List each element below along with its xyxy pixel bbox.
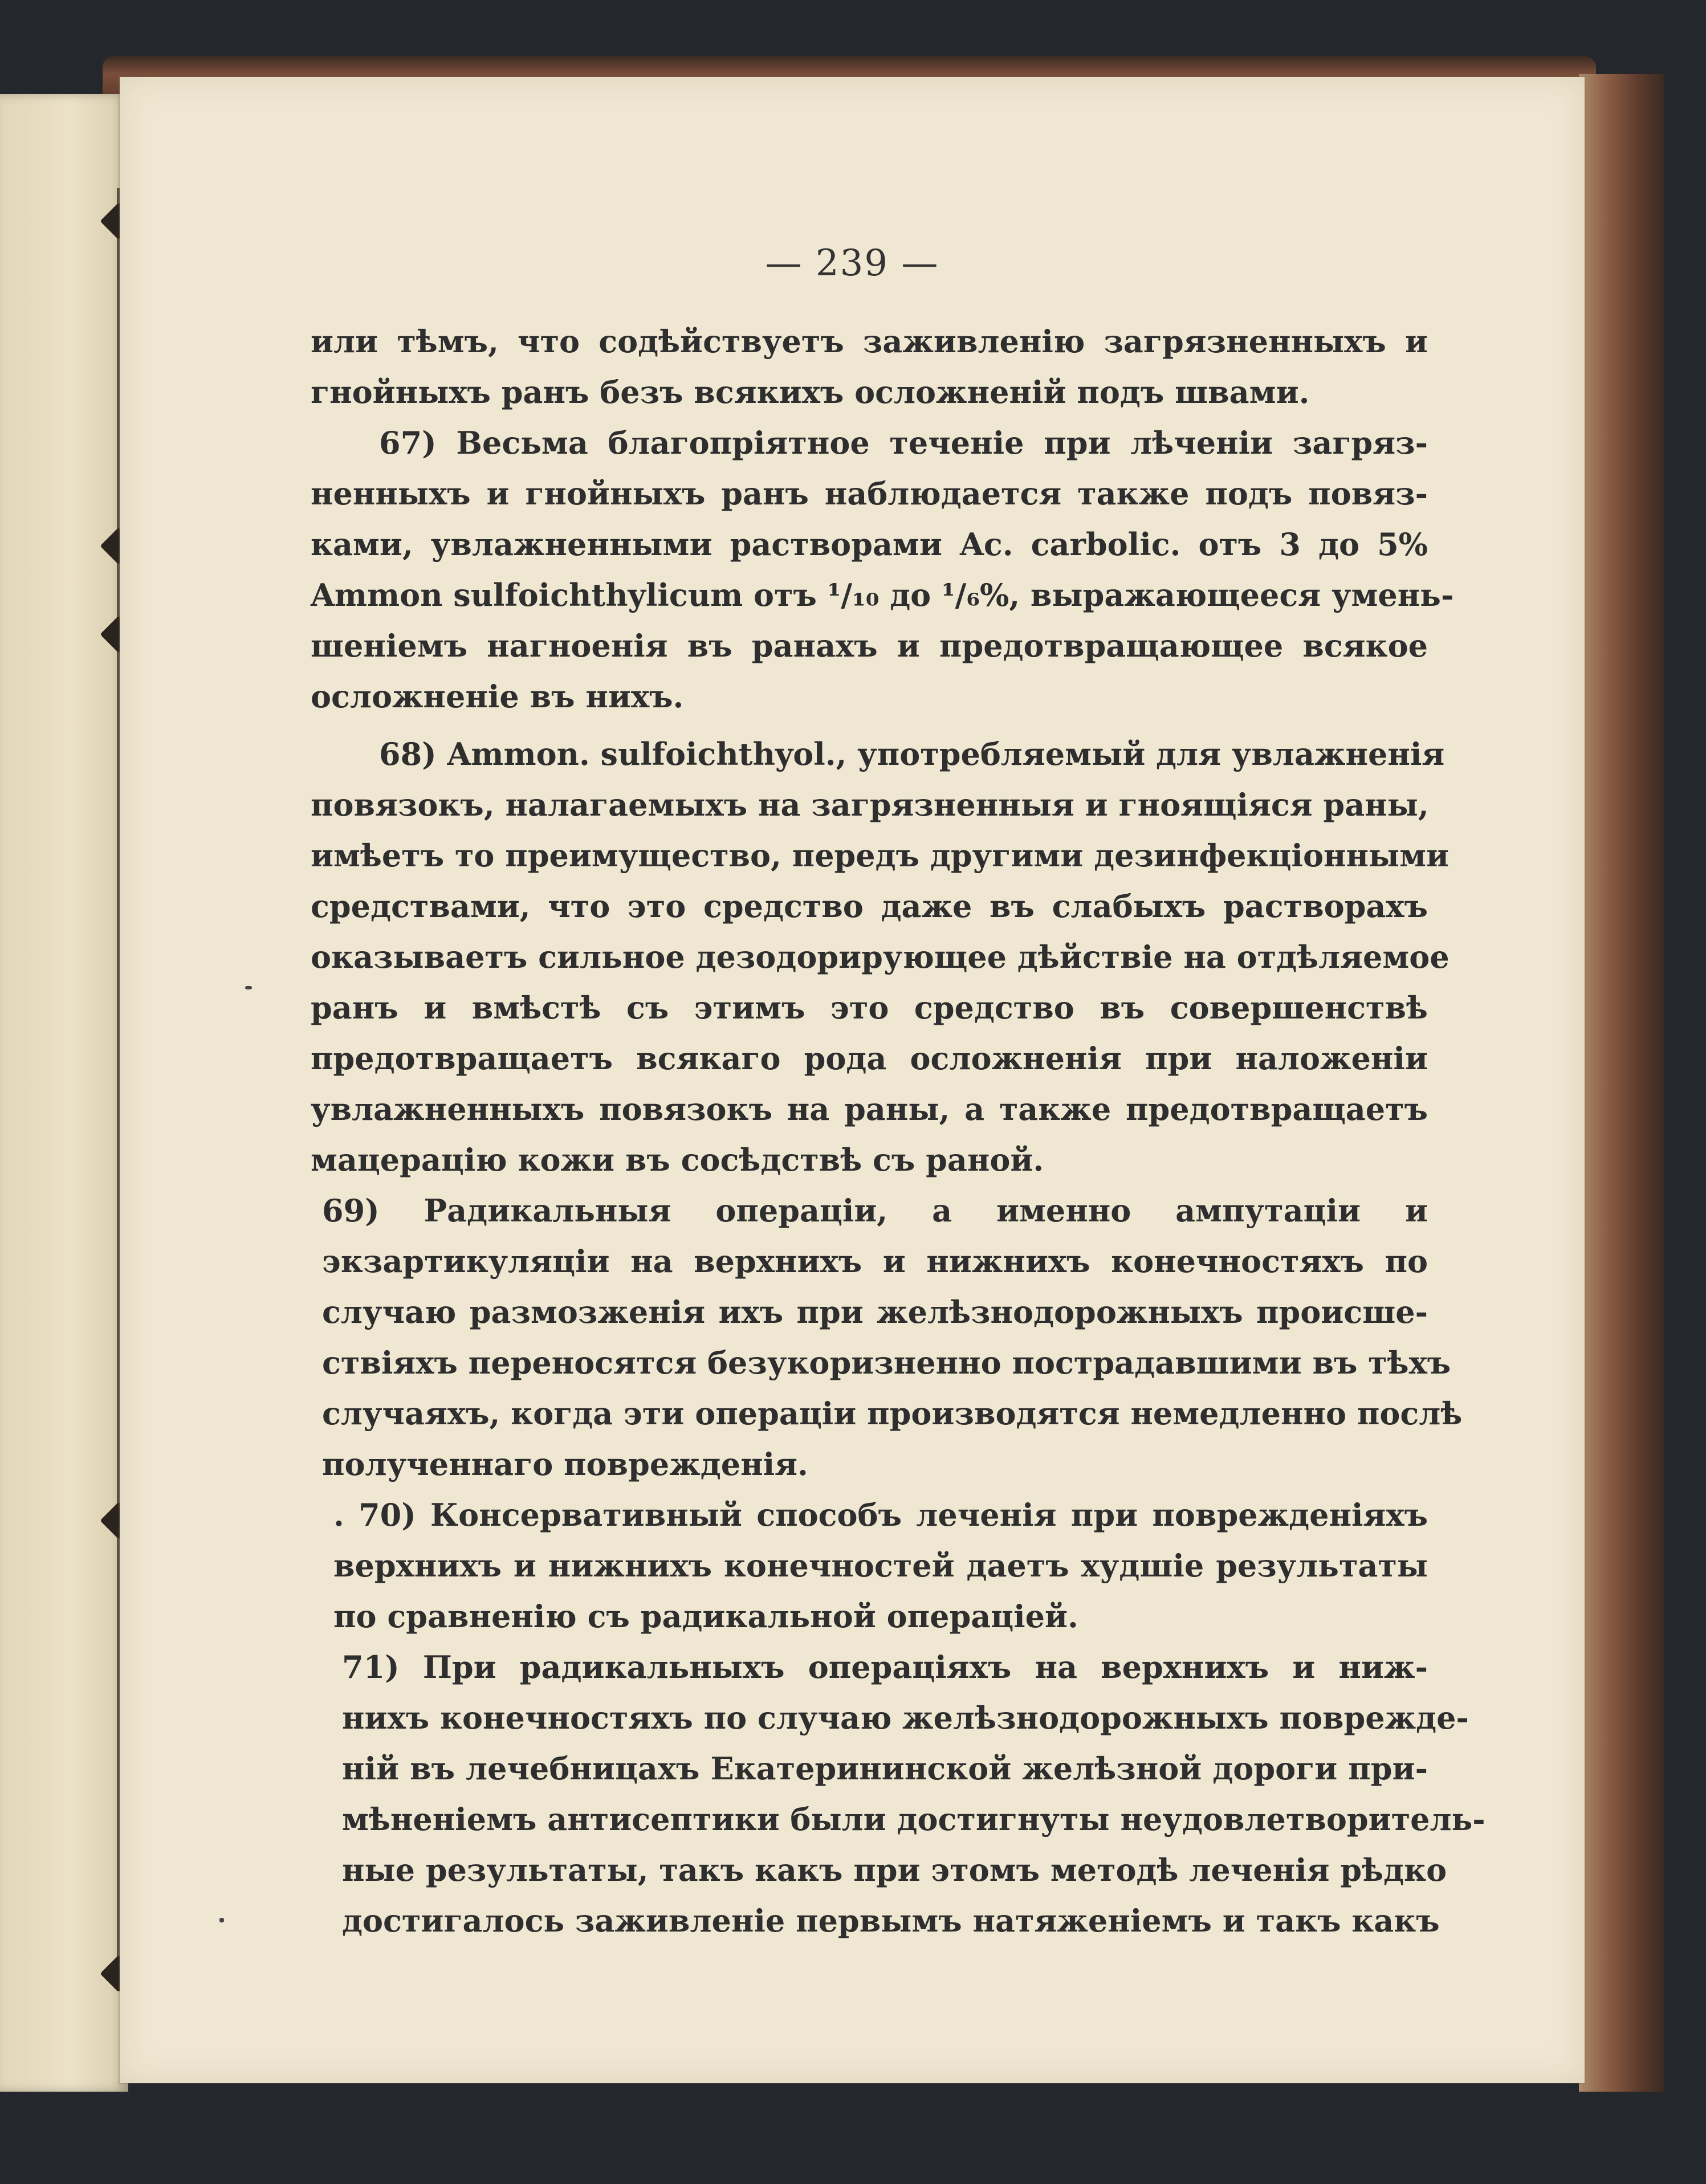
text-line: мѣненіемъ антисептики были достигнуты неудовлетворитель-	[342, 1801, 1485, 1837]
text-line: предотвращаетъ всякаго рода осложненія при наложеніи	[311, 1040, 1428, 1077]
text-line: средствами, что это средство даже въ слабыхъ растворахъ	[311, 888, 1428, 924]
text-line: осложненіе въ нихъ.	[311, 678, 684, 715]
text-line: полученнаго поврежденія.	[322, 1446, 808, 1482]
text-line: случаяхъ, когда эти операціи производятся немедленно послѣ	[322, 1395, 1463, 1432]
text-line: достигалось заживленіе первымъ натяженіемъ и такъ какъ	[342, 1902, 1440, 1939]
paragraph-70-start: . 70) Консервативный способъ леченія при поврежденіяхъ	[333, 1497, 1428, 1533]
paragraph-71-start: 71) При радикальныхъ операціяхъ на верхнихъ и ниж-	[342, 1649, 1428, 1685]
text-line: увлажненныхъ повязокъ на раны, а также предотвращаетъ	[311, 1091, 1428, 1127]
ink-speck	[219, 1918, 224, 1922]
text-line: имѣетъ то преимущество, передъ другими дезинфекціонными	[311, 837, 1450, 874]
text-line: случаю размозженія ихъ при желѣзнодорожныхъ происше-	[322, 1294, 1428, 1330]
book-right-edge	[1579, 74, 1664, 2092]
text-line: ненныхъ и гнойныхъ ранъ наблюдается также подъ повяз-	[311, 475, 1428, 512]
text-line: мацерацію кожи въ сосѣдствѣ съ раной.	[311, 1142, 1044, 1178]
text-line: шеніемъ нагноенія въ ранахъ и предотвращающее всякое	[311, 628, 1428, 664]
text-line: ній въ лечебницахъ Екатерининской желѣзной дороги при-	[342, 1750, 1428, 1787]
book-page	[120, 77, 1585, 2083]
text-line: ные результаты, такъ какъ при этомъ методѣ леченія рѣдко	[342, 1852, 1447, 1888]
text-line: или тѣмъ, что содѣйствуетъ заживленію загрязненныхъ и	[311, 323, 1428, 360]
text-line: ранъ и вмѣстѣ съ этимъ это средство въ совершенствѣ	[311, 989, 1428, 1026]
text-line: нихъ конечностяхъ по случаю желѣзнодорожныхъ поврежде-	[342, 1700, 1469, 1736]
text-line: верхнихъ и нижнихъ конечностей даетъ худшіе результаты	[333, 1547, 1428, 1584]
text-line: оказываетъ сильное дезодорирующее дѣйствіе на отдѣляемое	[311, 939, 1450, 975]
text-line: ками, увлажненными растворами Ac. carbolic. отъ 3 до 5%	[311, 526, 1428, 563]
text-line: ствіяхъ переносятся безукоризненно пострадавшими въ тѣхъ	[322, 1344, 1451, 1381]
paragraph-68-start: 68) Ammon. sulfoichthyol., употребляемый для увлажненія	[379, 736, 1445, 772]
ink-speck	[245, 986, 252, 989]
text-line: Ammon sulfoichthylicum отъ ¹/₁₀ до ¹/₆%, выражающееся умень-	[311, 577, 1454, 613]
paragraph-69-start: 69) Радикальныя операціи, а именно ампутаціи и	[322, 1192, 1428, 1229]
text-line: гнойныхъ ранъ безъ всякихъ осложненій подъ швами.	[311, 374, 1310, 410]
paragraph-67-start: 67) Весьма благопріятное теченіе при лѣченіи загряз-	[379, 425, 1428, 461]
text-line: по сравненію съ радикальной операціей.	[333, 1598, 1078, 1635]
page-number: — 239 —	[765, 242, 939, 284]
text-line: повязокъ, налагаемыхъ на загрязненныя и гноящіяся раны,	[311, 787, 1429, 823]
left-page-margin	[0, 94, 128, 2092]
page-body	[311, 316, 1485, 1946]
text-line: экзартикуляціи на верхнихъ и нижнихъ конечностяхъ по	[322, 1243, 1428, 1280]
